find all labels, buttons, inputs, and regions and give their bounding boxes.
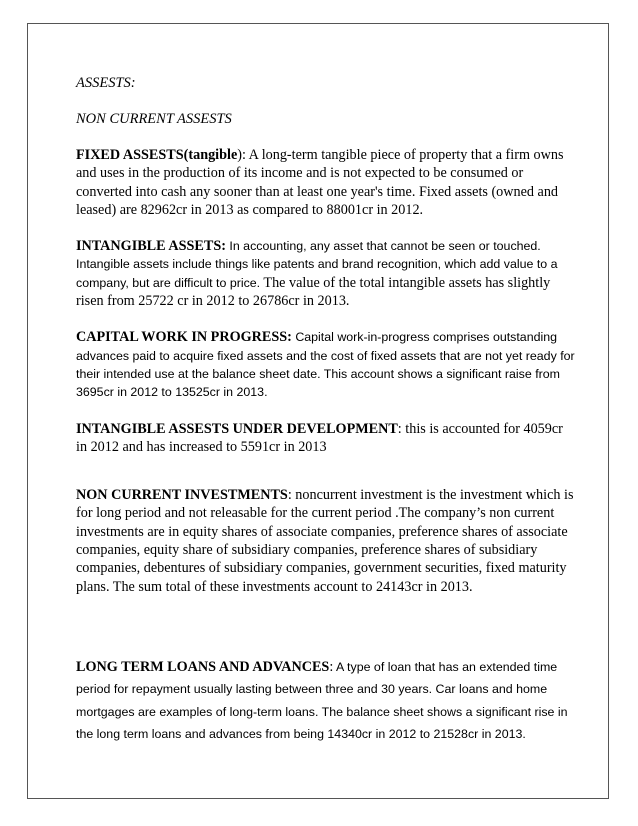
cwip-paragraph (76, 328, 576, 401)
intangible-assets-paragraph (76, 237, 576, 310)
ltla-body: A type of loan that has an extended time period for repayment usually lasting between three and 30 years. Car loans and home mortgages are examples of long-term loans. The balance sheet shows a significant rise in the long term loans and advances from being 14340cr in 2012 to 21528cr in 2013. (76, 659, 568, 742)
fixed-assets-paragraph (76, 146, 576, 219)
iaud-body: : this is accounted for 4059cr in 2012 and has increased to 5591cr in 2013 (76, 420, 563, 455)
iaud-paragraph (76, 420, 576, 457)
iaud-title: INTANGIBLE ASSESTS UNDER DEVELOPMENT (76, 420, 398, 437)
intangible-assets-body: In accounting, any asset that cannot be seen or touched. Intangible assets include things like patents and brand recognition, which add value to a company, but are difficult to price. (76, 239, 558, 290)
non-current-assets-heading: NON CURRENT ASSESTS (76, 111, 232, 127)
fixed-assets-title: FIXED ASSESTS( (76, 147, 189, 163)
cwip-title: CAPITAL WORK IN PROGRESS: (76, 329, 292, 346)
document-body (76, 74, 576, 746)
nci-body: : noncurrent investment is the investment which is for long period and not releasable for the current period .The company’s non current investments are in equity shares of associate companies, preference shares of associate companies, equity share of subsidiary companies, preference shares of subsidiary companies, debentures of subsidiary companies, government securities, fixed maturity plans. The sum total of these investments account to 24143cr in 2013. (76, 487, 574, 595)
nci-title: NON CURRENT INVESTMENTS (76, 487, 288, 504)
fixed-assets-body: A long-term tangible piece of property that a firm owns and uses in the production of its income and is not expected to be consumed or converted into cash any sooner than at least one year's time. Fixed assets (owned and leased) are 82962cr in 2013 as compared to 88001cr in 2012. (76, 147, 564, 218)
cwip-body: Capital work-in-progress comprises outstanding advances paid to acquire fixed assets and the cost of fixed assets that are not yet ready for their intended use at the balance sheet date. This account shows a significant raise from 3695cr in 2012 to 13525cr in 2013. (76, 330, 575, 400)
intangible-assets-title: INTANGIBLE ASSETS: (76, 238, 226, 255)
assets-heading: ASSESTS: (76, 75, 136, 91)
fixed-assets-title-tangible: tangible (188, 147, 238, 163)
ltla-colon: : (329, 658, 334, 675)
intangible-assets-values: The value of the total intangible assets has slightly risen from 25722 cr in 2012 to 26786cr in 2013. (76, 274, 551, 310)
fixed-assets-title-tail: ): (237, 147, 246, 163)
ltla-paragraph (76, 656, 576, 746)
ltla-title: LONG TERM LOANS AND ADVANCES (76, 658, 330, 675)
nci-paragraph (76, 486, 576, 596)
